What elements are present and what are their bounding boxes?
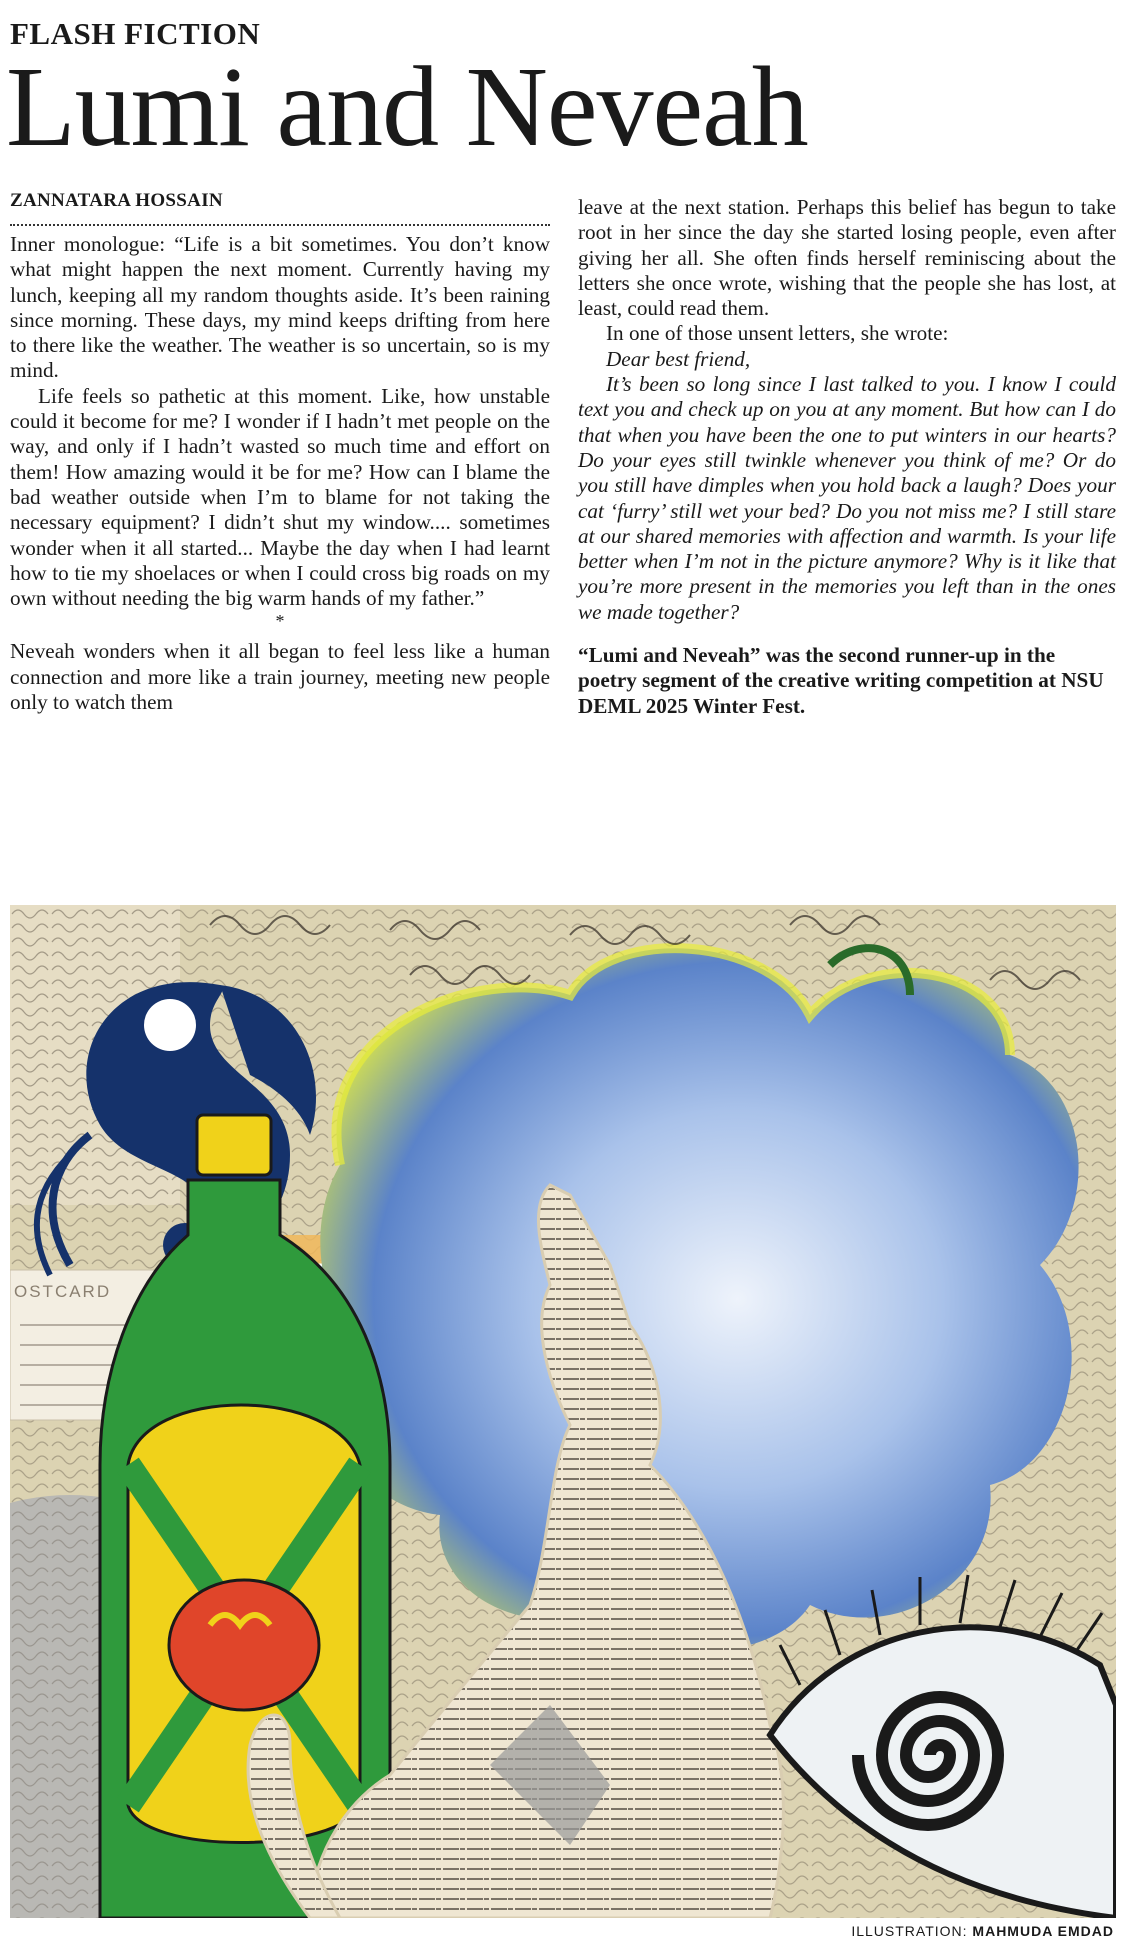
article-column-2 (578, 195, 1116, 719)
section-separator: * (275, 611, 285, 632)
kicker: FLASH FICTION (10, 16, 261, 51)
illustration (10, 905, 1116, 1918)
credit-label: ILLUSTRATION: (851, 1923, 968, 1939)
paragraph: Neveah wonders when it all began to feel less like a human connection and more like a train journey, meeting new people only to watch them (10, 639, 550, 715)
paragraph: Life feels so pathetic at this moment. Like, how unstable could it become for me? I wonder if I hadn’t met people on the way, and only if I hadn’t wasted so much time and effort on them! How amazing would it be for me? How can I blame the bad weather outside when I’m to blame for not taking the necessary equipment? I didn’t shut my window.... sometimes wonder when it all started... Maybe the day when I had learnt how to tie my shoelaces or when I could cross big roads on my own without needing the big warm hands of my father.” (10, 383, 550, 611)
byline-rule (10, 224, 550, 226)
paragraph: In one of those unsent letters, she wrote: (606, 321, 949, 346)
headline: Lumi and Neveah (6, 43, 808, 170)
illustration-credit (851, 1923, 1114, 1939)
competition-note: “Lumi and Neveah” was the second runner-up in the poetry segment of the creative writing competition at NSU DEML 2025 Winter Fest. (578, 643, 1104, 718)
paragraph: Inner monologue: “Life is a bit sometimes. You don’t know what might happen the next moment. Currently having my lunch, keeping all my random thoughts aside. It’s been raining since morning. These days, my mind keeps drifting from here to there like the weather. The weather is so uncertain, so is my mind. (10, 232, 550, 383)
postcard-label: OSTCARD (14, 1282, 112, 1301)
article-column-1 (10, 232, 550, 715)
byline: ZANNATARA HOSSAIN (10, 190, 223, 211)
credit-name: MAHMUDA EMDAD (972, 1923, 1114, 1939)
letter-body: It’s been so long since I last talked to you. I know I could text you and check up on you at any moment. But how can I do that when you have been the one to put winters in our hearts? Do your eyes still twinkle whenever you think of me? Or do you still have dimples when you hold back a laugh? Does your cat ‘furry’ still wet your bed? Do you not miss me? I still stare at our shared memories with affection and warmth. Is your life better when I’m not in the picture anymore? Why is it like that you’re more present in the memories you left than in the ones we made together? (578, 372, 1116, 624)
letter-salutation: Dear best friend, (606, 346, 751, 371)
paragraph: leave at the next station. Perhaps this belief has begun to take root in her since the day she started losing people, even after giving her all. She often finds herself reminiscing about the letters she once wrote, wishing that the people she has lost, at least, could read them. (578, 195, 1116, 321)
